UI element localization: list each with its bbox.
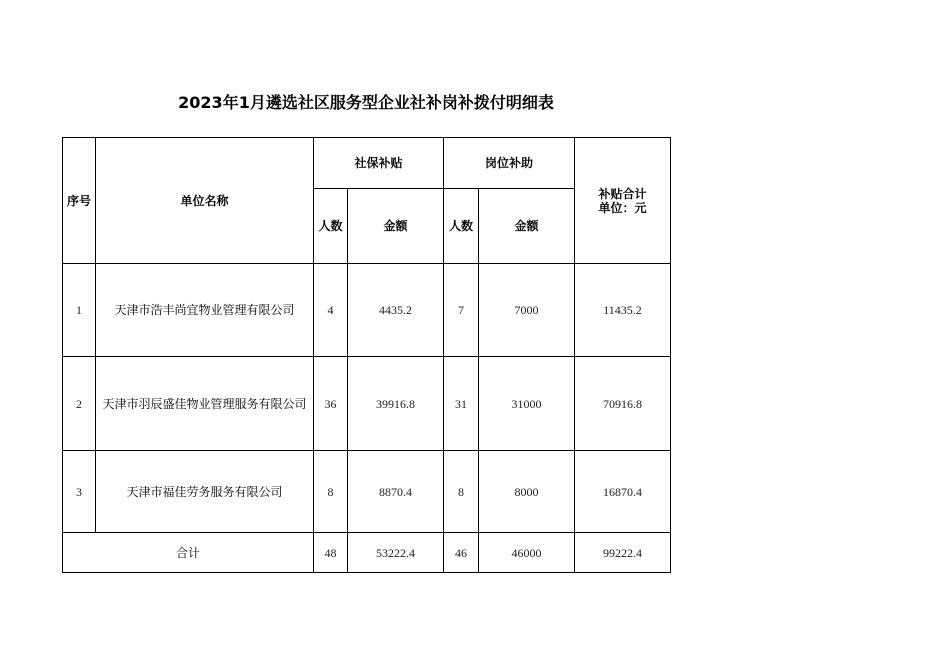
- total-cell[interactable]: 11435.2: [575, 264, 671, 357]
- sum-social-people-cell[interactable]: 48: [314, 533, 348, 573]
- header-row-1: [63, 138, 671, 189]
- post-amount-cell[interactable]: 31000: [479, 357, 575, 451]
- table-row: [63, 264, 671, 357]
- social-subsidy-header[interactable]: 社保补贴: [314, 138, 444, 189]
- sum-total-cell[interactable]: 99222.4: [575, 533, 671, 573]
- total-header[interactable]: [575, 138, 671, 264]
- sum-post-people-cell[interactable]: 46: [444, 533, 479, 573]
- sum-social-amount-cell[interactable]: 53222.4: [348, 533, 444, 573]
- social-people-cell[interactable]: 4: [314, 264, 348, 357]
- post-people-cell[interactable]: 8: [444, 451, 479, 533]
- social-amount-cell[interactable]: 8870.4: [348, 451, 444, 533]
- seq-header[interactable]: 序号: [63, 138, 96, 264]
- seq-cell[interactable]: 3: [63, 451, 96, 533]
- social-amount-cell[interactable]: 4435.2: [348, 264, 444, 357]
- seq-cell[interactable]: 2: [63, 357, 96, 451]
- table-row: [63, 357, 671, 451]
- post-people-cell[interactable]: 7: [444, 264, 479, 357]
- total-header-line2: 单位：元: [598, 200, 647, 215]
- page-title: 2023年1月遴选社区服务型企业社补岗补拨付明细表: [178, 93, 554, 112]
- sum-row: [63, 533, 671, 573]
- post-subsidy-header[interactable]: 岗位补助: [444, 138, 575, 189]
- post-amount-cell[interactable]: 8000: [479, 451, 575, 533]
- seq-cell[interactable]: 1: [63, 264, 96, 357]
- unit-header[interactable]: 单位名称: [96, 138, 314, 264]
- unit-cell[interactable]: 天津市福佳劳务服务有限公司: [96, 451, 314, 533]
- post-amount-cell[interactable]: 7000: [479, 264, 575, 357]
- sum-post-amount-cell[interactable]: 46000: [479, 533, 575, 573]
- post-people-header[interactable]: 人数: [444, 189, 479, 264]
- social-people-header[interactable]: 人数: [314, 189, 348, 264]
- sum-label-cell[interactable]: 合计: [63, 533, 314, 573]
- social-people-cell[interactable]: 8: [314, 451, 348, 533]
- post-amount-header[interactable]: 金额: [479, 189, 575, 264]
- total-cell[interactable]: 70916.8: [575, 357, 671, 451]
- subsidy-table: [62, 137, 671, 573]
- unit-cell[interactable]: 天津市浩丰尚宜物业管理有限公司: [96, 264, 314, 357]
- unit-cell[interactable]: 天津市羽辰盛佳物业管理服务有限公司: [96, 357, 314, 451]
- social-amount-header[interactable]: 金额: [348, 189, 444, 264]
- social-people-cell[interactable]: 36: [314, 357, 348, 451]
- social-amount-cell[interactable]: 39916.8: [348, 357, 444, 451]
- total-header-line1: 补贴合计: [598, 186, 647, 201]
- post-people-cell[interactable]: 31: [444, 357, 479, 451]
- table-row: [63, 451, 671, 533]
- total-cell[interactable]: 16870.4: [575, 451, 671, 533]
